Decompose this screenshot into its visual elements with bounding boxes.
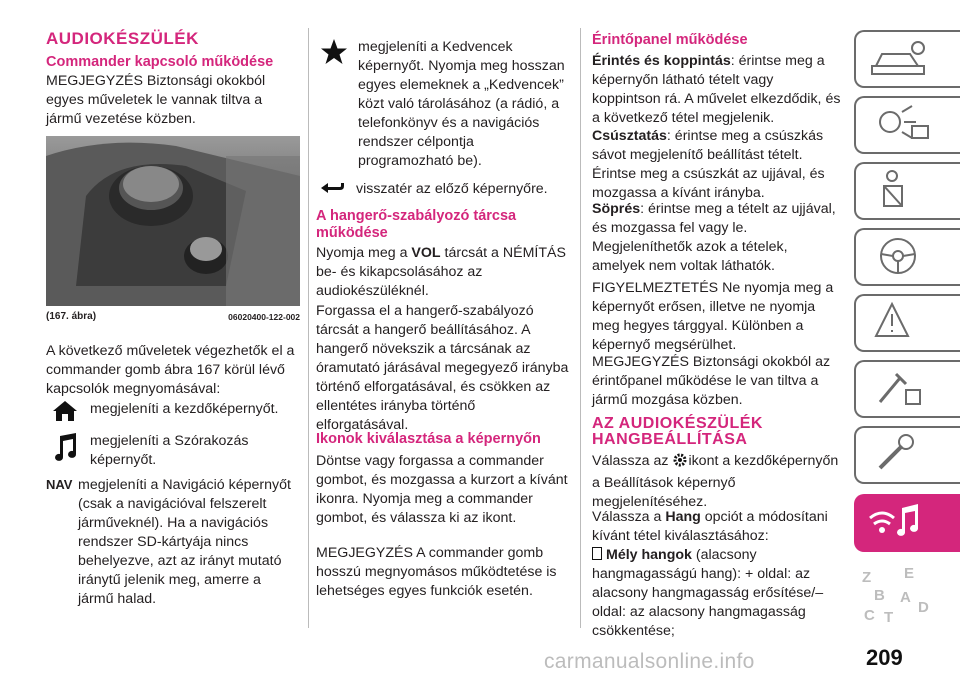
swipe-term: Söprés xyxy=(592,201,641,217)
figure-code: 06020400-122-002 xyxy=(228,312,300,322)
home-icon xyxy=(52,400,78,427)
settings-text-b: ikont a kezdőképernyőn a Beállítások képernyő megjelenítéséhez. xyxy=(592,453,839,510)
sound-term: Hang xyxy=(665,509,701,525)
star-icon xyxy=(320,38,348,71)
figure-caption xyxy=(46,311,300,322)
music-desc: megjeleníti a Szórakozás képernyőt. xyxy=(90,433,249,468)
volume-p1-text: Nyomja meg a xyxy=(316,245,412,261)
icons-desc: Döntse vagy forgassa a commander gombot, és mozgassa a kurzort a kívánt ikonra. Nyomja meg a commander gombot, és válassza ki az ikont. xyxy=(316,453,568,526)
commander-illustration xyxy=(46,136,300,306)
touch-desc xyxy=(592,52,844,128)
settings-desc xyxy=(592,452,844,512)
warning-icon xyxy=(856,296,946,348)
heading-touch: Érintőpanel működése xyxy=(592,32,748,48)
music-icon xyxy=(54,432,78,467)
watermark: carmanualsonline.info xyxy=(544,650,755,673)
note-longpress: MEGJEGYZÉS A commander gomb hosszú megnyomásos működtetése is lehetséges egyes funkciók esetén. xyxy=(316,545,557,599)
tab-car-info[interactable] xyxy=(854,30,960,88)
svg-text:C: C xyxy=(864,607,875,624)
sound-text-c: opciót a módosítani kívánt tétel kiválasztásához: xyxy=(592,509,828,544)
warning-pressure: FIGYELMEZTETÉS Ne nyomja meg a képernyőt erősen, illetve ne nyomja meg hegyes tárggyal. Különben a képernyő megsérülhet. xyxy=(592,280,834,353)
tab-multimedia[interactable] xyxy=(854,494,960,552)
tab-emergency[interactable] xyxy=(854,360,960,418)
tab-lights[interactable] xyxy=(854,96,960,154)
tab-warnings[interactable] xyxy=(854,294,960,352)
sound-option-desc xyxy=(592,508,844,546)
tools-icon xyxy=(856,362,946,414)
heading-volume: A hangerő-szabályozó tárcsa működése xyxy=(316,208,517,241)
svg-text:B: B xyxy=(874,587,885,604)
bass-term: Mély hangok xyxy=(606,547,692,563)
swipe-desc xyxy=(592,200,844,276)
svg-text:T: T xyxy=(884,609,894,626)
svg-text:A: A xyxy=(900,589,911,606)
favorites-desc: megjeleníti a Kedvencek képernyőt. Nyomja meg hosszan egyes elemeknek a „Kedvencek” közt való tárolásához (a rádió, a telefonkönyv és a navigációs rendszer célpontja programozható be). xyxy=(358,39,565,169)
back-icon xyxy=(318,181,348,202)
slide-text: : érintse meg a csúszkás sávot megjelenítő beállítást tételt. Érintse meg a csúszkát az ujjával, és mozgassa a kívánt irányba. xyxy=(592,128,825,201)
volume-p2: Forgassa el a hangerő-szabályozó tárcsát a hangerő beállításához. A hangerő növekszik a tárcsának az óramutató járásával megegyező irányba történő elforgatásával, és csökken az ellentétes irányba történő elforgatásával. xyxy=(316,303,569,433)
sound-text-a: Válassza a xyxy=(592,509,666,525)
tab-safety[interactable] xyxy=(854,162,960,220)
light-icon xyxy=(856,98,946,150)
bass-text: (alacsony hangmagasságú hang): + oldal: az alacsony hangmagasság erősítése/– oldal: az alacsony hangmagasság csökkentése; xyxy=(592,547,824,639)
section-title: AUDIOKÉSZÜLÉK xyxy=(46,29,199,48)
steering-wheel-icon xyxy=(856,230,946,282)
volume-p1 xyxy=(316,244,570,301)
vol-label: VOL xyxy=(411,245,441,261)
slide-desc xyxy=(592,127,844,203)
svg-text:D: D xyxy=(918,599,929,616)
multimedia-icon xyxy=(856,496,946,548)
index-letters-icon xyxy=(854,560,944,630)
bullet-box-icon xyxy=(592,547,602,560)
commander-intro: A következő műveletek végezhetők el a commander gomb ábra 167 körül lévő kapcsolók megnyomásával: xyxy=(46,343,295,397)
note-safety: MEGJEGYZÉS Biztonsági okokból egyes műveletek le vannak tiltva a jármű vezetése közben. xyxy=(46,73,266,127)
home-desc: megjeleníti a kezdőképernyőt. xyxy=(90,401,279,417)
touch-text: : érintse meg a képernyőn látható tételt vagy koppintson rá. A művelet elkezdődik, és a következő tétel megjelenik. xyxy=(592,53,841,126)
settings-gear-icon xyxy=(672,452,688,474)
volume-p1-rest: tárcsát a NÉMÍTÁS be- és kikapcsolásához az audiokészüléknél. xyxy=(316,245,566,299)
seatbelt-icon xyxy=(856,164,946,216)
nav-desc: megjeleníti a Navigáció képernyőt (csak a navigációval felszerelt járműveknél). Ha a navigációs rendszer SD-kártyája nincs behelyezve, azt az irányt mutató iránytű jelenik meg, amerre a jármű halad. xyxy=(78,477,291,607)
note-touch-disabled: MEGJEGYZÉS Biztonsági okokból az érintőpanel működése le van tiltva a jármű mozgása közben. xyxy=(592,354,831,408)
tab-maintenance[interactable] xyxy=(854,426,960,484)
heading-sound-settings: AZ AUDIOKÉSZÜLÉK HANGBEÁLLÍTÁSA xyxy=(592,415,763,448)
column-divider xyxy=(580,28,581,628)
figure-label: (167. ábra) xyxy=(46,311,97,322)
svg-text:E: E xyxy=(904,565,915,582)
heading-icons: Ikonok kiválasztása a képernyőn xyxy=(316,431,541,447)
commander-intro-block xyxy=(46,342,300,399)
swipe-text: : érintse meg a tételt az ujjával, és mozgassa fel vagy le. Megjeleníthetők azok a tételek, amelyek nem voltak láthatók. xyxy=(592,201,836,274)
touch-term: Érintés és koppintás xyxy=(592,53,731,69)
tab-driving[interactable] xyxy=(854,228,960,286)
bass-desc xyxy=(592,546,844,641)
back-desc: visszatér az előző képernyőre. xyxy=(356,181,548,197)
car-info-icon xyxy=(856,32,946,84)
settings-text-a: Válassza az xyxy=(592,453,673,469)
wrench-icon xyxy=(856,428,946,480)
commander-photo xyxy=(46,136,300,306)
svg-text:Z: Z xyxy=(862,569,872,586)
column-divider xyxy=(308,28,309,628)
heading-commander: Commander kapcsoló működése xyxy=(46,54,274,70)
slide-term: Csúsztatás xyxy=(592,128,667,144)
page-number: 209 xyxy=(866,645,903,670)
nav-label: NAV xyxy=(46,477,73,492)
tab-index[interactable] xyxy=(854,560,960,630)
